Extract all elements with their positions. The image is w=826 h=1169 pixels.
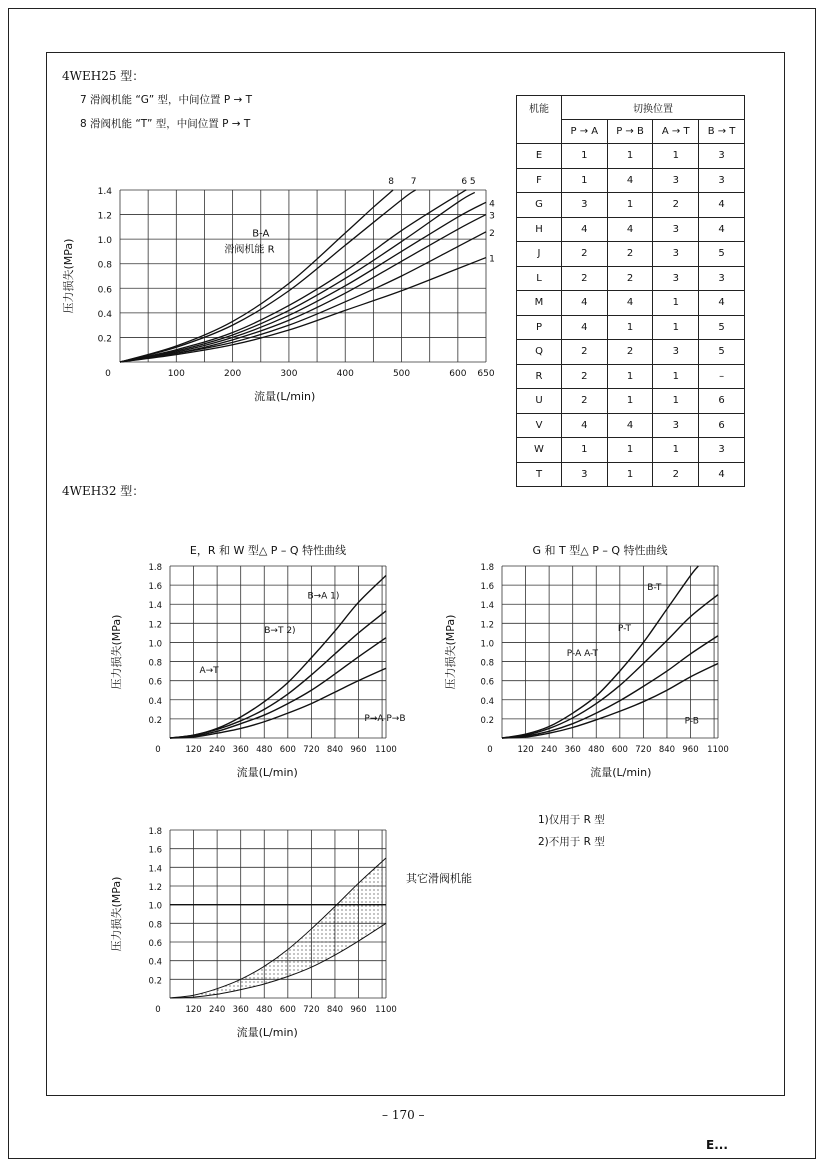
table-cell: 1: [653, 315, 699, 340]
table-cell: 2: [562, 340, 608, 365]
x-tick-label: 600: [279, 1005, 296, 1015]
y-tick-label: 1.8: [480, 563, 494, 573]
table-row-key: T: [517, 462, 562, 487]
y-tick-label: 0.4: [480, 696, 494, 707]
table-cell: 3: [699, 438, 745, 463]
table-cell: 2: [607, 242, 653, 267]
x-tick-label: 840: [658, 745, 676, 755]
series-label: P-T: [617, 623, 632, 634]
series-label: P→A P→B: [364, 713, 406, 724]
y-tick-label: 1.2: [148, 883, 162, 893]
y-tick-label: 1.0: [148, 901, 162, 912]
x-tick-label: 600: [611, 745, 628, 755]
y-tick-label: 1.2: [97, 211, 112, 222]
x-tick-label: 720: [303, 745, 320, 755]
table-row: [517, 144, 745, 169]
y-tick-label: 1.4: [148, 864, 162, 875]
chart-title: E，R 和 W 型△ P – Q 特性曲线: [189, 544, 347, 557]
chart-gt-type: [444, 540, 750, 780]
x-tick-label: 400: [336, 369, 354, 379]
series-label: P-A A-T: [566, 648, 598, 659]
series-label: B→T 2): [264, 625, 296, 636]
table-cell: 4: [562, 217, 608, 242]
table-cell: 1: [607, 462, 653, 487]
table-row-key: V: [517, 413, 562, 438]
y-tick-label: 0.8: [97, 260, 112, 271]
table-row-key: E: [517, 144, 562, 169]
table-row-key: W: [517, 438, 562, 463]
series-label: 1: [489, 254, 495, 265]
table-cell: 4: [607, 168, 653, 193]
x-tick-label: 0: [487, 745, 493, 755]
table-cell: 2: [653, 462, 699, 487]
series-label: B-T: [647, 582, 662, 593]
table-cell: 1: [607, 315, 653, 340]
x-tick-label: 120: [185, 1005, 202, 1015]
x-axis-label: 流量(L/min): [236, 1026, 298, 1039]
section-title-4weh32: 4WEH32 型：: [62, 484, 145, 498]
switch-position-table: [516, 95, 745, 487]
table-row-key: M: [517, 291, 562, 316]
x-tick-label: 360: [564, 745, 581, 755]
table-row: [517, 266, 745, 291]
y-tick-label: 0.6: [480, 677, 494, 688]
series-label: 3: [489, 211, 495, 222]
table-cell: 4: [699, 193, 745, 218]
x-tick-label: 720: [635, 745, 652, 755]
table-row: [517, 217, 745, 242]
x-tick-label: 600: [279, 745, 296, 755]
series-label: A→T: [199, 666, 219, 677]
table-cell: 1: [562, 144, 608, 169]
table-row-key: P: [517, 315, 562, 340]
table-row-key: Q: [517, 340, 562, 365]
table-cell: 3: [653, 340, 699, 365]
band-label: 其它滑阀机能: [406, 872, 472, 885]
x-tick-label: 1100: [375, 1005, 397, 1015]
series-line: [170, 576, 386, 738]
table-cell: 4: [699, 217, 745, 242]
series-label: P-B: [684, 716, 699, 727]
x-tick-label: 0: [105, 369, 111, 379]
x-tick-label: 480: [256, 1005, 273, 1015]
table-row: [517, 291, 745, 316]
series-line: [170, 668, 386, 738]
series-line: [502, 663, 718, 738]
table-col-header: B → T: [699, 120, 745, 144]
y-tick-label: 0.4: [97, 309, 112, 320]
x-axis-label: 流量(L/min): [590, 766, 652, 779]
x-axis-label: 流量(L/min): [236, 766, 298, 779]
table-cell: 2: [607, 266, 653, 291]
y-axis-label: 压力损失(MPa): [110, 876, 123, 952]
series-line: [502, 566, 698, 738]
chart-title: G 和 T 型△ P – Q 特性曲线: [532, 544, 668, 557]
series-line-6: [120, 190, 466, 362]
table-row-key: G: [517, 193, 562, 218]
series-label: 4: [489, 199, 495, 210]
table-col-header: P → A: [562, 120, 608, 144]
table-row: [517, 242, 745, 267]
table-col-header: P → B: [607, 120, 653, 144]
x-tick-label: 120: [517, 745, 534, 755]
y-tick-label: 1.0: [97, 236, 112, 247]
y-tick-label: 0.6: [148, 677, 162, 688]
y-tick-label: 1.2: [480, 620, 494, 631]
table-col-key: 机能: [517, 96, 562, 144]
table-cell: 5: [699, 340, 745, 365]
table-cell: 6: [699, 389, 745, 414]
table-cell: –: [699, 364, 745, 389]
table-cell: 3: [562, 193, 608, 218]
band-area: [170, 858, 386, 998]
y-tick-label: 1.0: [480, 639, 494, 650]
x-tick-label: 960: [350, 1005, 367, 1015]
table-row: [517, 462, 745, 487]
y-tick-label: 1.4: [480, 601, 494, 612]
chart-erw-type: [100, 540, 420, 780]
annotation-r: 滑阀机能 R: [224, 244, 275, 256]
table-row: [517, 389, 745, 414]
table-cell: 4: [607, 291, 653, 316]
x-tick-label: 360: [232, 1005, 249, 1015]
table-cell: 1: [607, 193, 653, 218]
y-tick-label: 0.6: [97, 285, 112, 296]
page-number: – 170 –: [382, 1108, 425, 1122]
x-tick-label: 480: [256, 745, 273, 755]
y-tick-label: 0.2: [480, 715, 494, 726]
table-row: [517, 315, 745, 340]
y-axis-label: 压力损失(MPa): [110, 614, 123, 690]
table-cell: 2: [562, 389, 608, 414]
x-tick-label: 840: [326, 745, 344, 755]
table-cell: 4: [699, 462, 745, 487]
table-cell: 3: [653, 413, 699, 438]
table-cell: 3: [699, 168, 745, 193]
table-cell: 5: [699, 242, 745, 267]
table-cell: 6: [699, 413, 745, 438]
table-row: [517, 193, 745, 218]
table-cell: 3: [653, 168, 699, 193]
table-cell: 4: [562, 315, 608, 340]
y-tick-label: 1.6: [480, 582, 494, 593]
y-tick-label: 1.4: [97, 187, 112, 197]
y-tick-label: 1.6: [148, 582, 162, 593]
x-tick-label: 200: [224, 369, 242, 379]
y-tick-label: 0.2: [148, 715, 162, 726]
table-row: [517, 340, 745, 365]
chart-other-types: [100, 820, 500, 1045]
section-title-4weh25: 4WEH25 型：: [62, 69, 145, 83]
table-cell: 1: [607, 389, 653, 414]
table-cell: 3: [653, 217, 699, 242]
table-row-key: H: [517, 217, 562, 242]
table-cell: 1: [653, 364, 699, 389]
table-cell: 1: [607, 364, 653, 389]
table-cell: 2: [607, 340, 653, 365]
x-tick-label: 1100: [375, 745, 397, 755]
table-cell: 3: [653, 242, 699, 267]
y-tick-label: 0.4: [148, 696, 162, 707]
x-tick-label: 0: [155, 745, 161, 755]
table-cell: 1: [562, 438, 608, 463]
series-label: 7: [410, 177, 417, 187]
x-tick-label: 0: [155, 1005, 161, 1015]
table-cell: 1: [607, 438, 653, 463]
x-tick-label: 840: [326, 1005, 344, 1015]
footnote-2: 2)不用于 R 型: [538, 836, 605, 848]
brand-logo: E...: [706, 1138, 728, 1152]
table-row: [517, 364, 745, 389]
series-label: B→A 1): [307, 591, 340, 602]
y-tick-label: 0.8: [148, 920, 162, 931]
table-cell: 2: [653, 193, 699, 218]
x-tick-label: 1100: [707, 745, 729, 755]
y-tick-label: 1.2: [148, 620, 162, 631]
table-cell: 1: [653, 144, 699, 169]
series-label: 5: [469, 177, 476, 187]
x-tick-label: 960: [350, 745, 367, 755]
table-cell: 1: [653, 438, 699, 463]
x-tick-label: 720: [303, 1005, 320, 1015]
table-row-key: R: [517, 364, 562, 389]
table-cell: 1: [653, 291, 699, 316]
table-col-header: A → T: [653, 120, 699, 144]
table-cell: 4: [699, 291, 745, 316]
x-tick-label: 240: [541, 745, 558, 755]
y-tick-label: 0.8: [480, 658, 494, 669]
table-cell: 3: [653, 266, 699, 291]
series-line-4: [120, 202, 486, 362]
table-cell: 4: [607, 413, 653, 438]
table-row-key: J: [517, 242, 562, 267]
x-tick-label: 120: [185, 745, 202, 755]
table-cell: 1: [653, 389, 699, 414]
series-line: [170, 638, 386, 738]
x-axis-label: 流量(L/min): [254, 390, 316, 403]
table-row: [517, 438, 745, 463]
x-tick-label: 240: [209, 1005, 226, 1015]
y-tick-label: 0.6: [148, 939, 162, 949]
table-cell: 2: [562, 364, 608, 389]
x-tick-label: 100: [167, 369, 185, 379]
series-label: 8: [388, 177, 394, 187]
table-cell: 5: [699, 315, 745, 340]
x-tick-label: 360: [232, 745, 249, 755]
x-tick-label: 600: [449, 369, 467, 379]
x-tick-label: 500: [392, 369, 411, 379]
table-header-row: [517, 96, 745, 120]
table-cell: 1: [562, 168, 608, 193]
note-g-type: 7 滑阀机能 “G” 型，中间位置 P → T: [80, 94, 253, 106]
table-cell: 2: [562, 266, 608, 291]
table-cell: 4: [562, 413, 608, 438]
x-tick-label: 960: [682, 745, 699, 755]
series-label: 2: [489, 228, 495, 239]
y-tick-label: 1.8: [148, 827, 162, 837]
y-tick-label: 0.2: [148, 976, 162, 987]
table-body: [517, 144, 745, 487]
footnote-1: 1)仅用于 R 型: [538, 814, 605, 826]
table-row: [517, 413, 745, 438]
y-axis-label: 压力损失(MPa): [62, 238, 75, 314]
y-tick-label: 1.8: [148, 563, 162, 573]
table-cell: 3: [699, 144, 745, 169]
table-row-key: L: [517, 266, 562, 291]
y-tick-label: 1.6: [148, 845, 162, 856]
y-tick-label: 0.2: [97, 334, 112, 345]
table-cell: 4: [607, 217, 653, 242]
table-row-key: U: [517, 389, 562, 414]
table-cell: 3: [699, 266, 745, 291]
y-tick-label: 0.8: [148, 658, 162, 669]
table-row: [517, 168, 745, 193]
chart-4weh25: [50, 170, 510, 420]
table-group-header: 切换位置: [562, 96, 745, 120]
table-row-key: F: [517, 168, 562, 193]
y-tick-label: 1.0: [148, 639, 162, 650]
y-axis-label: 压力损失(MPa): [444, 614, 457, 690]
table-cell: 3: [562, 462, 608, 487]
annotation-ba: B-A: [252, 228, 270, 240]
y-tick-label: 0.4: [148, 957, 162, 968]
table-cell: 1: [607, 144, 653, 169]
table-cell: 4: [562, 291, 608, 316]
x-tick-label: 650: [477, 369, 495, 379]
x-tick-label: 240: [209, 745, 226, 755]
x-tick-label: 300: [280, 369, 298, 379]
y-tick-label: 1.4: [148, 601, 162, 612]
note-t-type: 8 滑阀机能 “T” 型，中间位置 P → T: [80, 118, 251, 130]
x-tick-label: 480: [588, 745, 605, 755]
table-cell: 2: [562, 242, 608, 267]
series-label: 6: [461, 177, 468, 187]
